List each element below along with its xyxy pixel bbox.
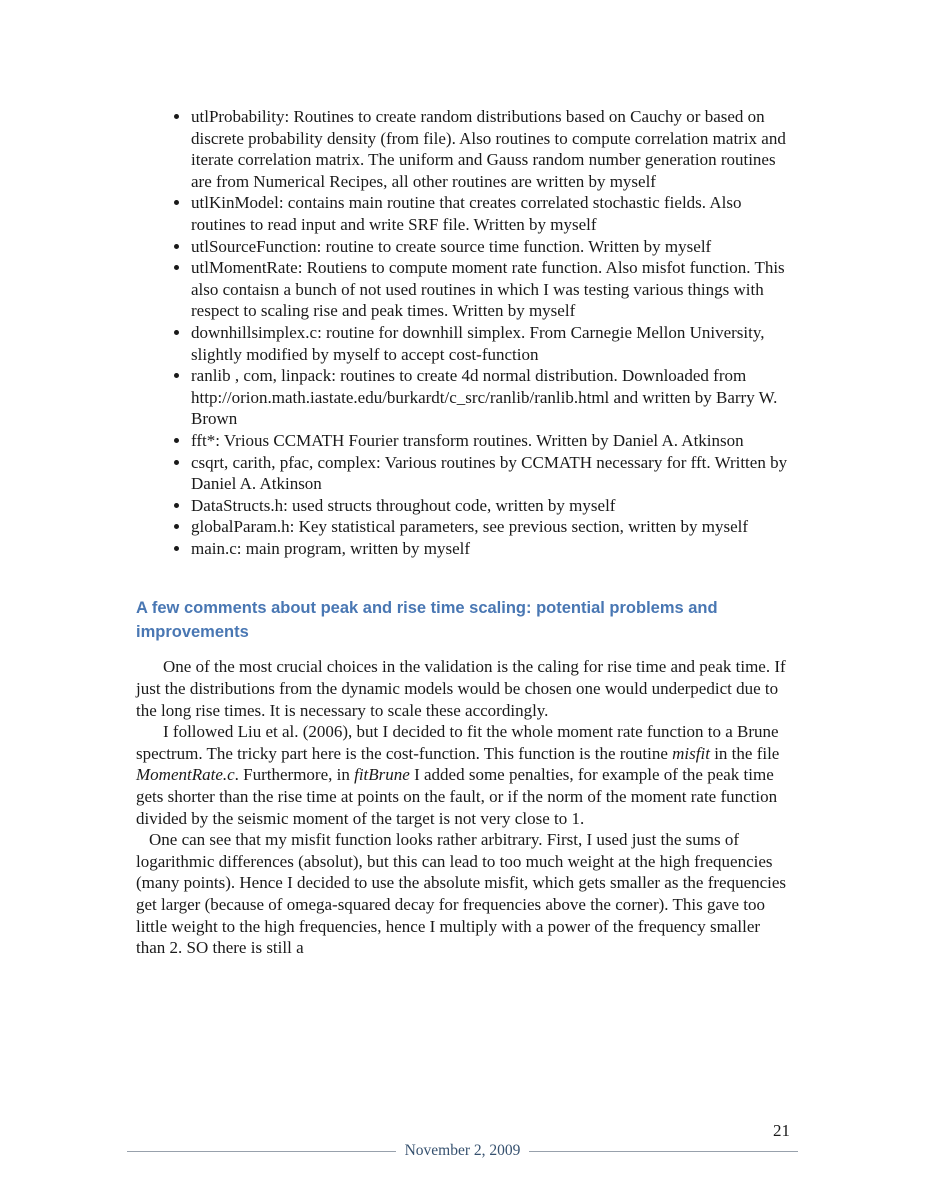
paragraph-segment: I added some penalties, for example of the peak time gets shorter than the rise time at points on the fault, or if the norm of the moment rate function divided by the seismic moment of the target is not very close to 1.	[136, 765, 778, 828]
list-item: • ranlib , com, linpack: routines to create 4d normal distribution. Downloaded from http://orion.math.iastate.edu/burkardt/c_src/ranlib/ranlib.html and written by Barry W. Brown	[191, 365, 792, 430]
list-item: • main.c: main program, written by myself	[191, 538, 792, 560]
list-item: • utlSourceFunction: routine to create source time function. Written by myself	[191, 236, 792, 258]
bullet-list	[136, 106, 792, 559]
paragraph	[136, 656, 792, 721]
body-paragraphs	[136, 656, 792, 958]
paragraph	[136, 829, 792, 959]
list-item: • fft*: Vrious CCMATH Fourier transform routines. Written by Daniel A. Atkinson	[191, 430, 792, 452]
paragraph-segment: One can see that my misfit function looks rather arbitrary. First, I used just the sums of logarithmic differences (absolut), but this can lead to too much weight at the high frequencies (many points). Hence I decided to use the absolute misfit, which gets smaller as the frequencies get larger (because of omega-squared decay for frequencies above the corner). This gave too little weight to the high frequencies, hence I multiply with a power of the frequency smaller than 2. SO there is still a	[136, 830, 787, 958]
list-item: • DataStructs.h: used structs throughout code, written by myself	[191, 495, 792, 517]
list-item: • utlKinModel: contains main routine that creates correlated stochastic fields. Also routines to read input and write SRF file. Written by myself	[191, 192, 792, 235]
paragraph-italic-segment: fitBrune	[354, 765, 410, 785]
paragraph-segment: . Furthermore, in	[234, 765, 355, 785]
page-content	[136, 106, 792, 959]
paragraph-segment: One of the most crucial choices in the validation is the caling for rise time and peak time. If just the distributions from the dynamic models would be chosen one would underpedict due to the long rise times. It is necessary to scale these accordingly.	[136, 657, 786, 720]
page-number: 21	[773, 1121, 790, 1140]
list-item: • downhillsimplex.c: routine for downhill simplex. From Carnegie Mellon University, slightly modified by myself to accept cost-function	[191, 322, 792, 365]
page-footer	[127, 1120, 798, 1160]
footer-rule-left	[127, 1151, 396, 1152]
paragraph	[136, 721, 792, 829]
list-item: • csqrt, carith, pfac, complex: Various routines by CCMATH necessary for fft. Written by Daniel A. Atkinson	[191, 452, 792, 495]
section-heading: A few comments about peak and rise time scaling: potential problems and improvements	[136, 599, 718, 642]
footer-rule-right	[529, 1151, 798, 1152]
list-item: • utlProbability: Routines to create random distributions based on Cauchy or based on discrete probability density (from file). Also routines to compute correlation matrix and iterate correlation matrix. The uniform and Gauss random number generation routines are from Numerical Recipes, all other routines are written by myself	[191, 106, 792, 192]
paragraph-segment: in the file	[709, 743, 780, 763]
list-item: • utlMomentRate: Routiens to compute moment rate function. Also misfot function. This also contaisn a bunch of not used routines in which I was testing various things with respect to scaling rise and peak times. Written by myself	[191, 257, 792, 322]
footer-date: November 2, 2009	[404, 1142, 521, 1159]
footer-dateline	[127, 1142, 798, 1160]
list-item: • globalParam.h: Key statistical parameters, see previous section, written by myself	[191, 516, 792, 538]
paragraph-italic-segment: MomentRate.c	[136, 765, 235, 785]
paragraph-segment: I followed Liu et al. (2006), but I decided to fit the whole moment rate function to a Brune spectrum. The tricky part here is the cost-function. This function is the routine	[136, 722, 779, 763]
paragraph-italic-segment: misfit	[672, 743, 710, 763]
